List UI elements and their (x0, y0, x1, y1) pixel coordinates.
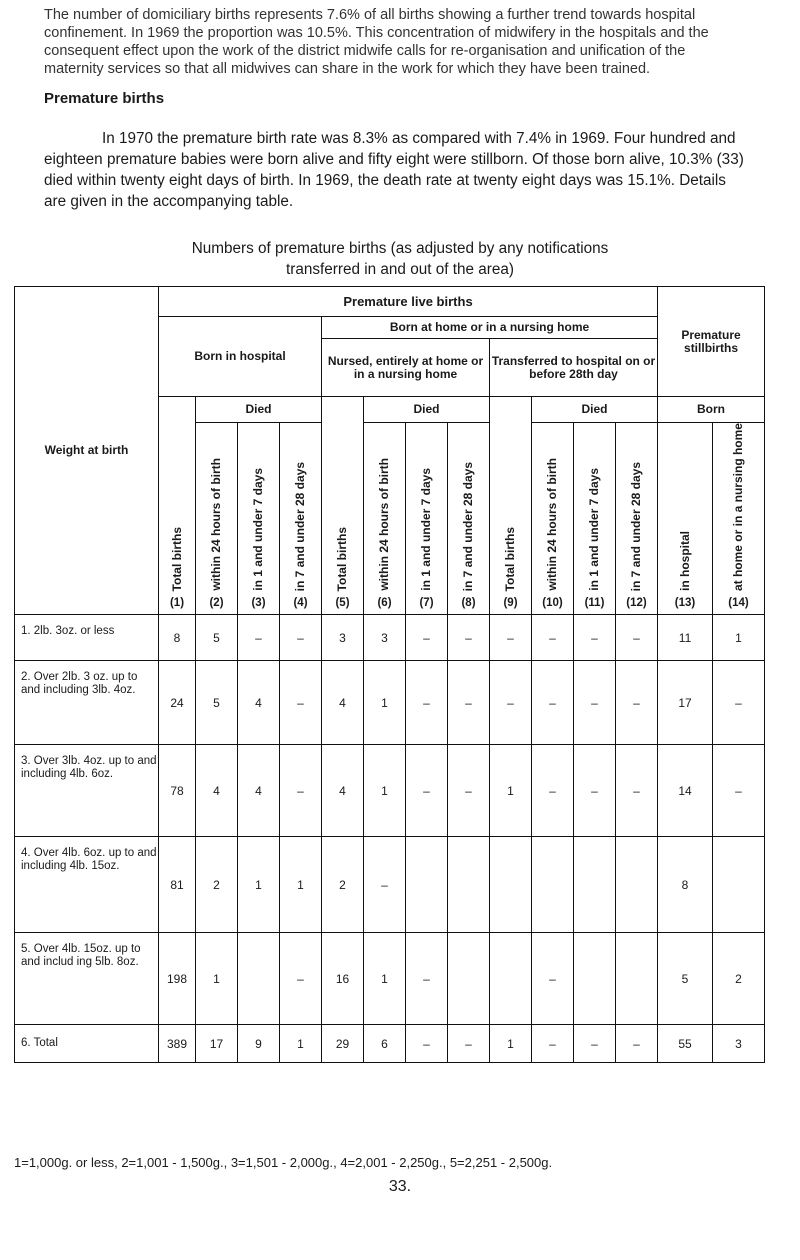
table-row (15, 933, 765, 1025)
table-cell: 2 (196, 837, 238, 933)
table-cell: 5 (196, 615, 238, 661)
born-header: Born (658, 397, 765, 423)
premature-live-header: Premature live births (159, 287, 658, 317)
table-cell: 9 (238, 1025, 280, 1063)
table-cell: – (574, 745, 616, 837)
table-cell: – (574, 615, 616, 661)
table-cell (238, 933, 280, 1025)
table-cell: – (448, 1025, 490, 1063)
table-cell: – (448, 661, 490, 745)
table-cell: – (280, 615, 322, 661)
nursed-home-header: Nursed, entirely at home or in a nursing home (322, 339, 490, 397)
table-cell: – (713, 745, 765, 837)
table-cell: 1 (364, 745, 406, 837)
table-cell: 5 (196, 661, 238, 745)
table-cell: – (532, 615, 574, 661)
table-cell (406, 837, 448, 933)
table-cell: 4 (322, 745, 364, 837)
page-number: 33. (388, 1178, 412, 1195)
table-cell: 3 (322, 615, 364, 661)
table-cell: 8 (658, 837, 713, 933)
col-5-header: Total births (5) (322, 397, 364, 615)
section-paragraph: In 1970 the premature birth rate was 8.3% as compared with 7.4% in 1969. Four hundred and eighteen premature babies were born alive and fifty eight were stillborn. Of those born alive, 10.3% (33) died within twenty eight days of birth. In 1969, the death rate at twenty eight days was 15.1%. Details are given in the accompanying table. (44, 130, 744, 210)
table-cell: 11 (658, 615, 713, 661)
col-14-header: at home or in a nursing home (14) (713, 423, 765, 615)
table-cell: – (448, 745, 490, 837)
table-cell: – (280, 745, 322, 837)
row-label: 6. Total (15, 1025, 159, 1063)
table-cell: – (616, 1025, 658, 1063)
table-cell: 1 (713, 615, 765, 661)
table-cell: – (490, 661, 532, 745)
table-cell: 24 (159, 661, 196, 745)
table-cell: – (238, 615, 280, 661)
table-cell: 5 (658, 933, 713, 1025)
table-caption-line-1: Numbers of premature births (as adjusted by any notifications (191, 240, 609, 257)
table-cell: – (616, 745, 658, 837)
table-cell: 55 (658, 1025, 713, 1063)
died-header-hospital: Died (196, 397, 322, 423)
table-cell: 389 (159, 1025, 196, 1063)
table-cell: – (532, 745, 574, 837)
table-cell: 1 (490, 745, 532, 837)
table-cell: 3 (364, 615, 406, 661)
table-row (15, 1025, 765, 1063)
table-cell: 16 (322, 933, 364, 1025)
table-cell: – (532, 933, 574, 1025)
table-cell: 1 (490, 1025, 532, 1063)
table-cell (616, 837, 658, 933)
col-8-header: in 7 and under 28 days (8) (448, 423, 490, 615)
table-cell: – (280, 933, 322, 1025)
table-row (15, 837, 765, 933)
table-cell: 78 (159, 745, 196, 837)
col-9-header: Total births (9) (490, 397, 532, 615)
col-11-header: in 1 and under 7 days (11) (574, 423, 616, 615)
transferred-header: Transferred to hospital on or before 28th day (490, 339, 658, 397)
table-cell: 198 (159, 933, 196, 1025)
table-cell: 4 (196, 745, 238, 837)
table-cell: – (532, 661, 574, 745)
intro-paragraph: The number of domiciliary births represents 7.6% of all births showing a further trend towards hospital confinement. In 1969 the proportion was 10.5%. This concentration of midwifery in the hospitals and the consequent effect upon the work of the district midwife calls for re-organisation and unification of the maternity services so that all midwives can share in the work for which they have been trained. (44, 7, 709, 77)
table-cell: 6 (364, 1025, 406, 1063)
table-cell: 1 (364, 661, 406, 745)
table-cell: 1 (280, 837, 322, 933)
table-cell: – (490, 615, 532, 661)
table-cell: 81 (159, 837, 196, 933)
col-13-header: in hospital (13) (658, 423, 713, 615)
table-cell (448, 837, 490, 933)
table-cell: – (532, 1025, 574, 1063)
col-3-header: in 1 and under 7 days (3) (238, 423, 280, 615)
row-label: 1. 2lb. 3oz. or less (15, 615, 159, 661)
premature-stillbirths-header: Premature stillbirths (658, 287, 765, 397)
table-cell: – (406, 1025, 448, 1063)
table-cell: – (406, 615, 448, 661)
died-header-nursed: Died (364, 397, 490, 423)
table-cell (490, 933, 532, 1025)
section-heading: Premature births (44, 90, 165, 107)
row-label: 5. Over 4lb. 15oz. up to and includ ing 5lb. 8oz. (15, 933, 159, 1025)
table-cell: – (616, 615, 658, 661)
table-cell: 17 (658, 661, 713, 745)
col-1-header: Total births (1) (159, 397, 196, 615)
table-cell (532, 837, 574, 933)
premature-births-table (14, 286, 765, 1063)
row-label: 2. Over 2lb. 3 oz. up to and including 3lb. 4oz. (15, 661, 159, 745)
table-row (15, 615, 765, 661)
table-cell (574, 837, 616, 933)
table-cell: – (406, 661, 448, 745)
table-row (15, 745, 765, 837)
table-cell: – (406, 933, 448, 1025)
table-cell: 14 (658, 745, 713, 837)
table-cell (616, 933, 658, 1025)
col-12-header: in 7 and under 28 days (12) (616, 423, 658, 615)
footnote: 1=1,000g. or less, 2=1,001 - 1,500g., 3=1,501 - 2,000g., 4=2,001 - 2,250g., 5=2,251 - 2,500g. (14, 1155, 553, 1170)
table-cell: 3 (713, 1025, 765, 1063)
table-cell: – (574, 1025, 616, 1063)
table-cell: 4 (238, 661, 280, 745)
table-cell: 2 (713, 933, 765, 1025)
col-2-header: within 24 hours of birth (2) (196, 423, 238, 615)
table-cell: 1 (238, 837, 280, 933)
table-cell (448, 933, 490, 1025)
table-cell: 2 (322, 837, 364, 933)
col-4-header: in 7 and under 28 days (4) (280, 423, 322, 615)
table-row (15, 661, 765, 745)
table-cell: 1 (364, 933, 406, 1025)
table-caption-line-2: transferred in and out of the area) (286, 261, 514, 278)
table-cell: – (406, 745, 448, 837)
table-cell: – (448, 615, 490, 661)
table-cell: 1 (196, 933, 238, 1025)
table-cell (713, 837, 765, 933)
col-7-header: in 1 and under 7 days (7) (406, 423, 448, 615)
table-cell (574, 933, 616, 1025)
born-in-hospital-header: Born in hospital (159, 317, 322, 397)
table-cell: 8 (159, 615, 196, 661)
row-label: 3. Over 3lb. 4oz. up to and including 4lb. 6oz. (15, 745, 159, 837)
table-cell: 4 (238, 745, 280, 837)
died-header-transferred: Died (532, 397, 658, 423)
row-label: 4. Over 4lb. 6oz. up to and including 4lb. 15oz. (15, 837, 159, 933)
table-cell: – (616, 661, 658, 745)
table-cell: – (713, 661, 765, 745)
col-10-header: within 24 hours of birth (10) (532, 423, 574, 615)
table-cell: 4 (322, 661, 364, 745)
table-cell: 1 (280, 1025, 322, 1063)
table-cell: – (574, 661, 616, 745)
weight-header: Weight at birth (15, 287, 159, 615)
table-cell: – (364, 837, 406, 933)
col-6-header: within 24 hours of birth (6) (364, 423, 406, 615)
table-cell: 17 (196, 1025, 238, 1063)
table-cell: – (280, 661, 322, 745)
table-cell: 29 (322, 1025, 364, 1063)
born-at-home-header: Born at home or in a nursing home (322, 317, 658, 339)
table-caption (0, 238, 800, 280)
table-cell (490, 837, 532, 933)
